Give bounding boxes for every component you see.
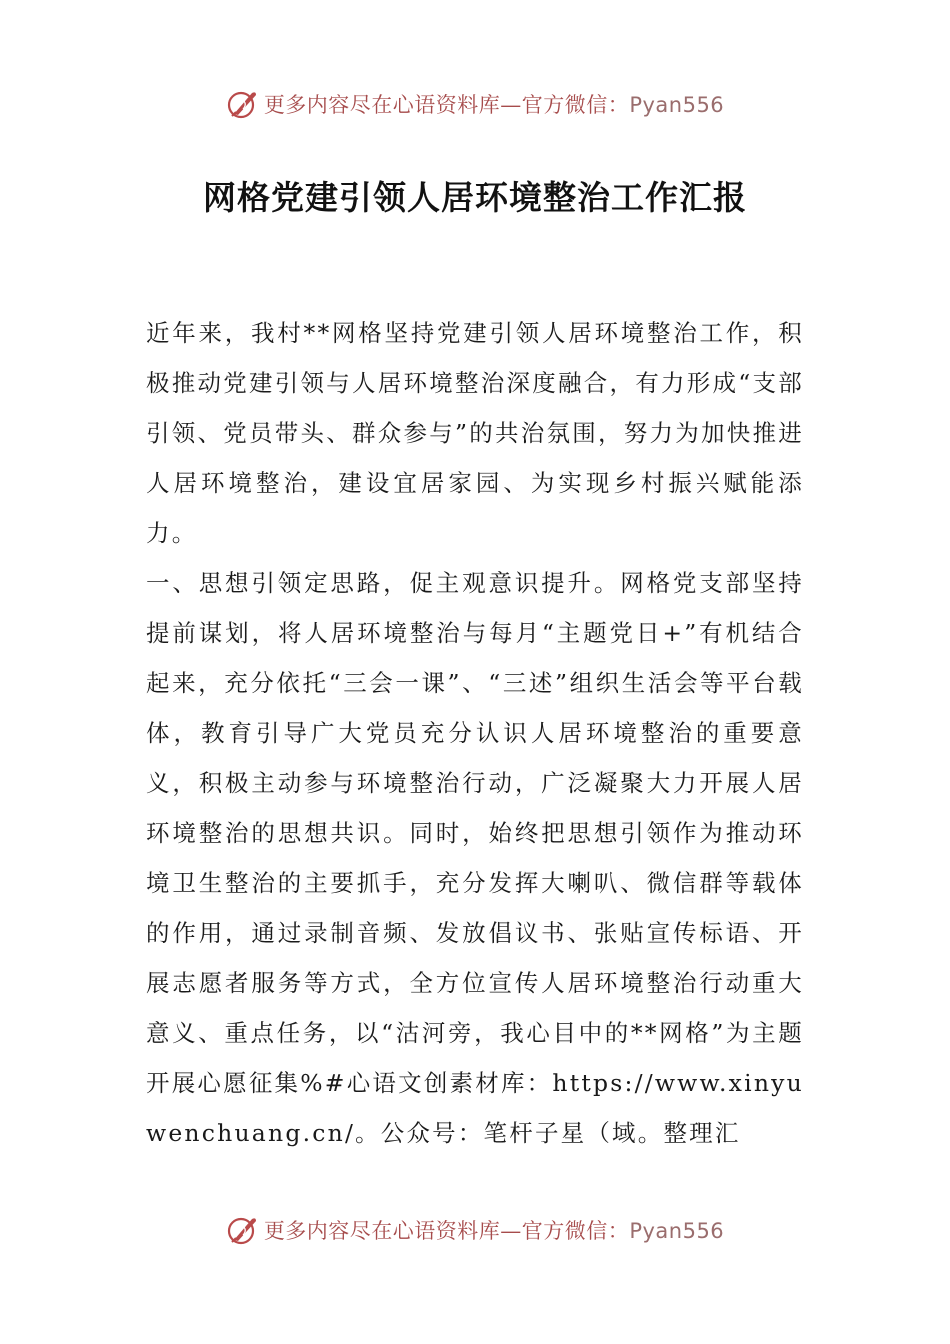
quill-pen-logo-icon [226,87,260,121]
footer-watermark-banner [0,1210,950,1250]
wechat-id: Pyan556 [629,1219,725,1243]
watermark-text: 更多内容尽在心语资料库—官方微信：Pyan556 [263,1219,725,1243]
body-paragraph-section-one: 一、思想引领定思路，促主观意识提升。网格党支部坚持提前谋划，将人居环境整治与每月“主题党日+”有机结合起来，充分依托“三会一课”、“三述”组织生活会等平台载体，教育引导广大党员充分认识人居环境整治的重要意义，积极主动参与环境整治行动，广泛凝聚大力开展人居环境整治的思想共识。同时，始终把思想引领作为推动环境卫生整治的主要抓手，充分发挥大喇叭、微信群等载体的作用，通过录制音频、发放倡议书、张贴宣传标语、开展志愿者服务等方式，全方位宣传人居环境整治行动重大意义、重点任务，以“沽河旁，我心目中的**网格”为主题开展心愿征集%#心语文创素材库：https://www.xinyuwenchuang.cn/。公众号：笔杆子星（域。整理汇 [146,569,804,1147]
quill-pen-logo-icon [226,1213,260,1247]
wechat-id: Pyan556 [629,93,725,117]
body-paragraph-intro: 近年来，我村**网格坚持党建引领人居环境整治工作，积极推动党建引领与人居环境整治深度融合，有力形成“支部引领、党员带头、群众参与”的共治氛围，努力为加快推进人居环境整治，建设宜居家园、为实现乡村振兴赋能添力。 [146,319,804,547]
document-body [146,308,804,1158]
header-watermark-banner [0,84,950,124]
document-title: 网格党建引领人居环境整治工作汇报 [203,178,747,217]
watermark-text: 更多内容尽在心语资料库—官方微信：Pyan556 [263,93,725,117]
